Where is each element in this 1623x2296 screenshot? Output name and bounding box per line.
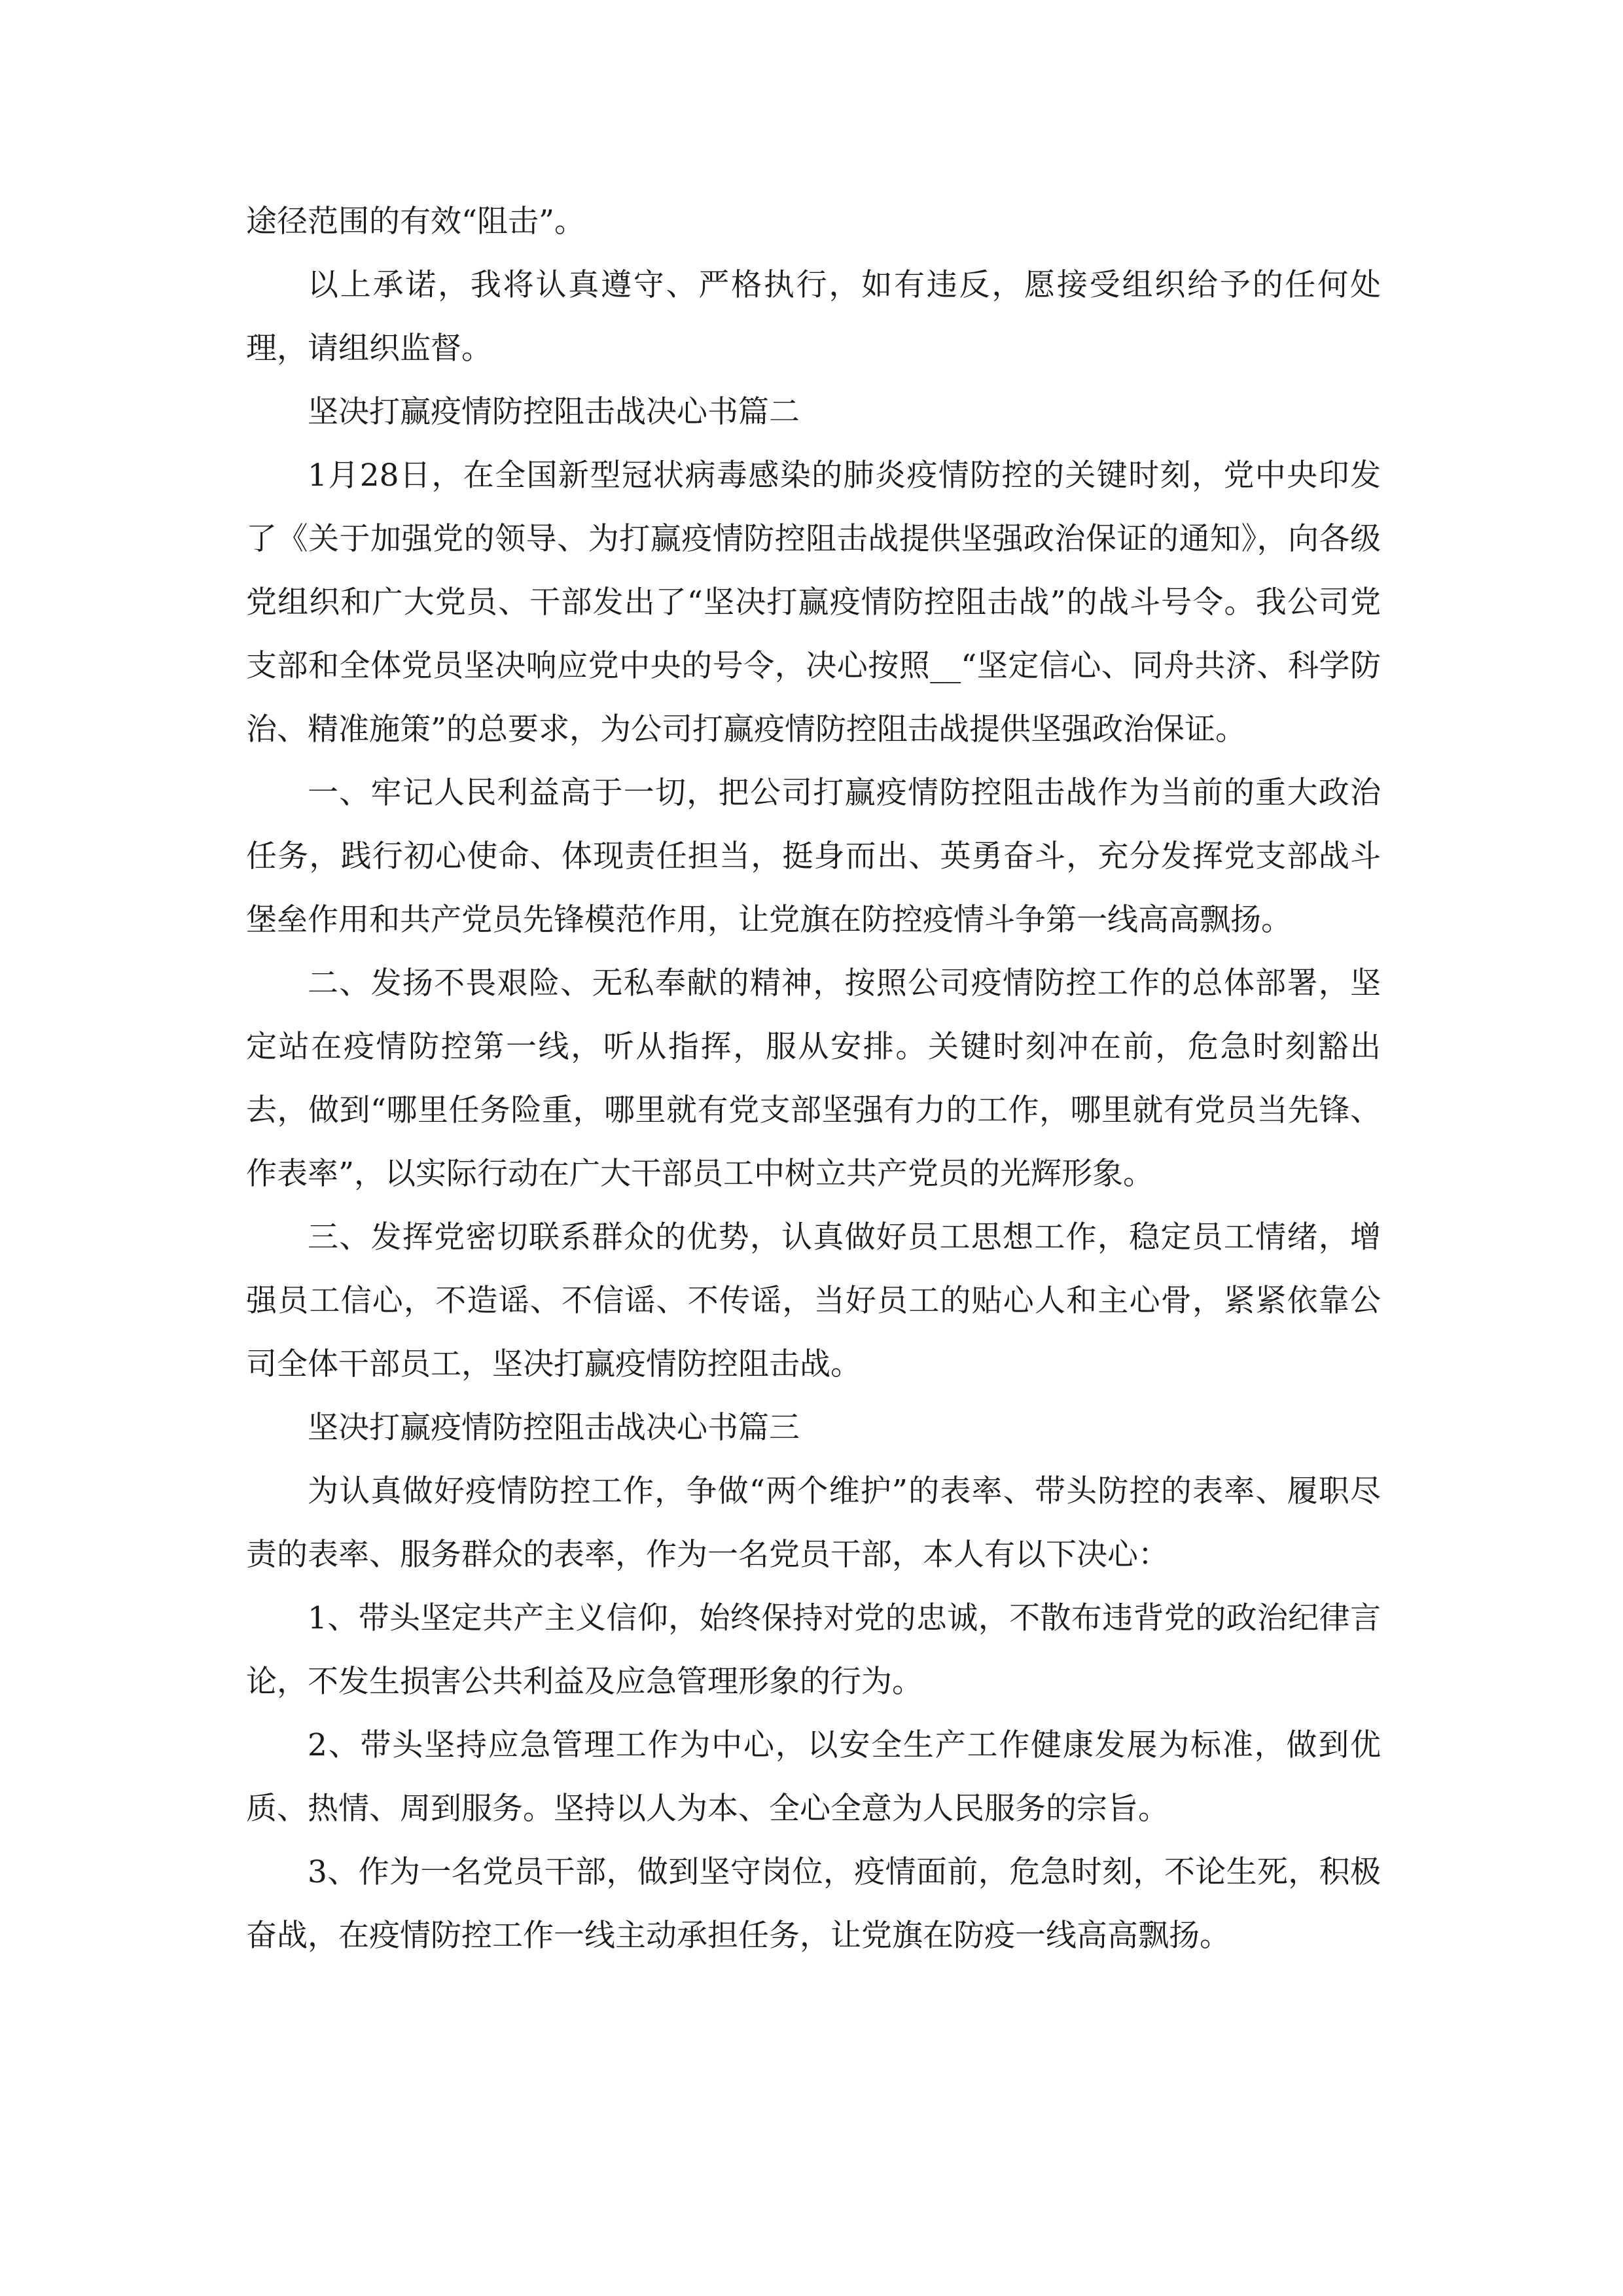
paragraph-10: 3、作为一名党员干部，做到坚守岗位，疫情面前，危急时刻，不论生死，积极奋战，在疫情防控工作一线主动承担任务，让党旗在防疫一线高高飘扬。 bbox=[246, 1854, 1381, 1954]
paragraph-1: 途径范围的有效“阻击”。 bbox=[246, 204, 586, 240]
paragraph-7: 为认真做好疫情防控工作，争做“两个维护”的表率、带头防控的表率、履职尽责的表率、服务群众的表率，作为一名党员干部，本人有以下决心： bbox=[246, 1473, 1381, 1573]
paragraph-2: 以上承诺，我将认真遵守、严格执行，如有违反，愿接受组织给予的任何处理，请组织监督。 bbox=[246, 267, 1381, 367]
paragraph-3: 1月28日，在全国新型冠状病毒感染的肺炎疫情防控的关键时刻，党中央印发了《关于加强党的领导、为打赢疫情防控阻击战提供坚强政治保证的通知》，向各级党组织和广大党员、干部发出了“坚决打赢疫情防控阻击战”的战斗号令。我公司党支部和全体党员坚决响应党中央的号令，决心按照__“坚定信心、同舟共济、科学防治、精准施策”的总要求，为公司打赢疫情防控阻击战提供坚强政治保证。 bbox=[246, 457, 1381, 747]
paragraph-8: 1、带头坚定共产主义信仰，始终保持对党的忠诚，不散布违背党的政治纪律言论，不发生损害公共利益及应急管理形象的行为。 bbox=[246, 1600, 1381, 1700]
document-page bbox=[246, 190, 1381, 1967]
section-heading-3: 坚决打赢疫情防控阻击战决心书篇三 bbox=[308, 1410, 800, 1446]
section-heading-2: 坚决打赢疫情防控阻击战决心书篇二 bbox=[308, 394, 800, 430]
paragraph-9: 2、带头坚持应急管理工作为中心，以安全生产工作健康发展为标准，做到优质、热情、周到服务。坚持以人为本、全心全意为人民服务的宗旨。 bbox=[246, 1727, 1381, 1827]
paragraph-6: 三、发挥党密切联系群众的优势，认真做好员工思想工作，稳定员工情绪，增强员工信心，不造谣、不信谣、不传谣，当好员工的贴心人和主心骨，紧紧依靠公司全体干部员工，坚决打赢疫情防控阻击战。 bbox=[246, 1219, 1381, 1382]
paragraph-4: 一、牢记人民利益高于一切，把公司打赢疫情防控阻击战作为当前的重大政治任务，践行初心使命、体现责任担当，挺身而出、英勇奋斗，充分发挥党支部战斗堡垒作用和共产党员先锋模范作用，让党旗在防控疫情斗争第一线高高飘扬。 bbox=[246, 775, 1381, 938]
paragraph-5: 二、发扬不畏艰险、无私奉献的精神，按照公司疫情防控工作的总体部署，坚定站在疫情防控第一线，听从指挥，服从安排。关键时刻冲在前，危急时刻豁出去，做到“哪里任务险重，哪里就有党支部坚强有力的工作，哪里就有党员当先锋、作表率”，以实际行动在广大干部员工中树立共产党员的光辉形象。 bbox=[246, 965, 1381, 1192]
